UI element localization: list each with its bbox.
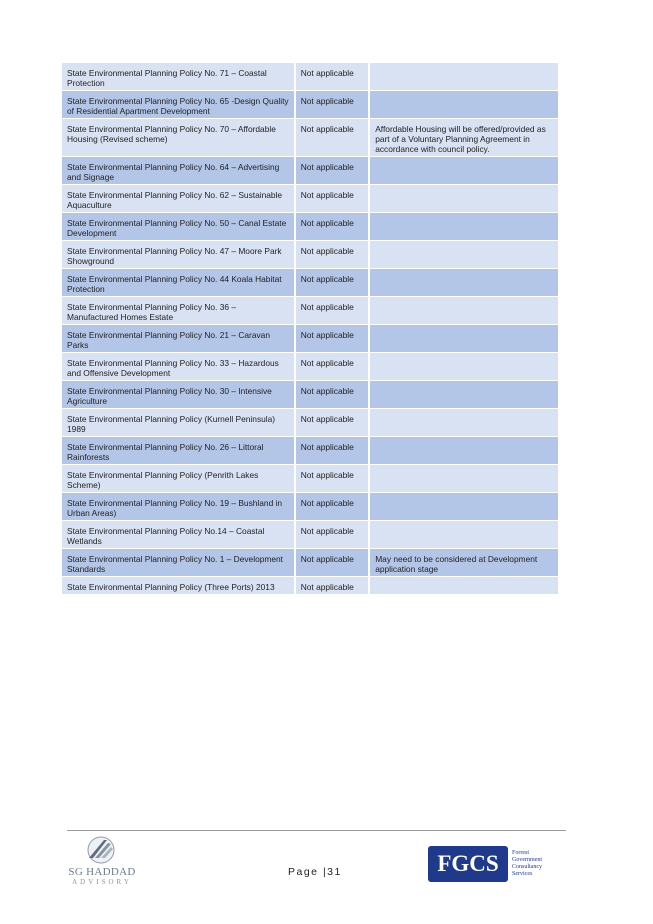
- status-cell: Not applicable: [296, 577, 371, 595]
- page-number: Page |31: [288, 866, 342, 878]
- status-cell: Not applicable: [296, 157, 371, 185]
- table-row: [62, 241, 558, 269]
- footer-divider: [67, 830, 566, 831]
- policy-cell: State Environmental Planning Policy (Kurnell Peninsula) 1989: [62, 409, 296, 437]
- table-row: [62, 493, 558, 521]
- table-row: [62, 157, 558, 185]
- comment-cell: [370, 353, 558, 381]
- fgcs-line: Government: [512, 857, 542, 863]
- comment-cell: [370, 241, 558, 269]
- policy-cell: State Environmental Planning Policy No. 64 – Advertising and Signage: [62, 157, 296, 185]
- policy-cell: State Environmental Planning Policy No. 62 – Sustainable Aquaculture: [62, 185, 296, 213]
- status-cell: Not applicable: [296, 549, 371, 577]
- sg-haddad-name: SG HADDAD: [68, 866, 136, 878]
- policy-cell: State Environmental Planning Policy No. 19 – Bushland in Urban Areas): [62, 493, 296, 521]
- comment-cell: [370, 493, 558, 521]
- policy-cell: State Environmental Planning Policy No. 70 – Affordable Housing (Revised scheme): [62, 119, 296, 157]
- policy-cell: State Environmental Planning Policy No. 44 Koala Habitat Protection: [62, 269, 296, 297]
- policy-cell: State Environmental Planning Policy No. 71 – Coastal Protection: [62, 63, 296, 91]
- status-cell: Not applicable: [296, 493, 371, 521]
- table-row: [62, 409, 558, 437]
- status-cell: Not applicable: [296, 241, 371, 269]
- table-row: [62, 91, 558, 119]
- sg-haddad-emblem-icon: [84, 836, 118, 864]
- status-cell: Not applicable: [296, 297, 371, 325]
- comment-cell: [370, 437, 558, 465]
- table-row: [62, 63, 558, 91]
- policy-cell: State Environmental Planning Policy No. 21 – Caravan Parks: [62, 325, 296, 353]
- table-row: [62, 577, 558, 595]
- comment-cell: [370, 577, 558, 595]
- fgcs-logo: [428, 846, 566, 884]
- comment-cell: [370, 521, 558, 549]
- sg-haddad-logo: [62, 836, 142, 888]
- sg-haddad-subtitle: ADVISORY: [72, 878, 132, 886]
- status-cell: Not applicable: [296, 409, 371, 437]
- comment-cell: [370, 409, 558, 437]
- comment-cell: [370, 297, 558, 325]
- status-cell: Not applicable: [296, 185, 371, 213]
- status-cell: Not applicable: [296, 213, 371, 241]
- policy-cell: State Environmental Planning Policy No. 26 – Littoral Rainforests: [62, 437, 296, 465]
- comment-cell: [370, 157, 558, 185]
- comment-cell: [370, 465, 558, 493]
- policy-cell: State Environmental Planning Policy No. 50 – Canal Estate Development: [62, 213, 296, 241]
- policy-cell: State Environmental Planning Policy No. 36 – Manufactured Homes Estate: [62, 297, 296, 325]
- table-row: [62, 549, 558, 577]
- comment-cell: [370, 269, 558, 297]
- fgcs-line: Services: [512, 871, 533, 877]
- status-cell: Not applicable: [296, 63, 371, 91]
- fgcs-text: [512, 850, 566, 878]
- fgcs-badge: [428, 846, 508, 882]
- planning-policy-table: [62, 63, 558, 595]
- status-cell: Not applicable: [296, 521, 371, 549]
- table-row: [62, 213, 558, 241]
- table-row: [62, 437, 558, 465]
- fgcs-line: Forrest: [512, 850, 529, 856]
- table-row: [62, 521, 558, 549]
- policy-cell: State Environmental Planning Policy No. 47 – Moore Park Showground: [62, 241, 296, 269]
- policy-cell: State Environmental Planning Policy No. 33 – Hazardous and Offensive Development: [62, 353, 296, 381]
- comment-cell: May need to be considered at Development application stage: [370, 549, 558, 577]
- status-cell: Not applicable: [296, 437, 371, 465]
- table-row: [62, 185, 558, 213]
- comment-cell: [370, 325, 558, 353]
- table-row: [62, 353, 558, 381]
- policy-cell: State Environmental Planning Policy No. 1 – Development Standards: [62, 549, 296, 577]
- policy-cell: State Environmental Planning Policy No. 65 -Design Quality of Residential Apartment Development: [62, 91, 296, 119]
- status-cell: Not applicable: [296, 119, 371, 157]
- comment-cell: [370, 63, 558, 91]
- fgcs-line: Consultancy: [512, 864, 542, 870]
- table-row: [62, 325, 558, 353]
- policy-cell: State Environmental Planning Policy No. 30 – Intensive Agriculture: [62, 381, 296, 409]
- status-cell: Not applicable: [296, 353, 371, 381]
- policy-cell: State Environmental Planning Policy (Penrith Lakes Scheme): [62, 465, 296, 493]
- policy-cell: State Environmental Planning Policy No.14 – Coastal Wetlands: [62, 521, 296, 549]
- status-cell: Not applicable: [296, 381, 371, 409]
- comment-cell: [370, 91, 558, 119]
- policy-cell: State Environmental Planning Policy (Three Ports) 2013: [62, 577, 296, 595]
- table-row: [62, 269, 558, 297]
- status-cell: Not applicable: [296, 325, 371, 353]
- status-cell: Not applicable: [296, 91, 371, 119]
- comment-cell: [370, 185, 558, 213]
- table-row: [62, 119, 558, 157]
- comment-cell: [370, 381, 558, 409]
- fgcs-mark: FGCS: [437, 851, 499, 876]
- comment-cell: [370, 213, 558, 241]
- table-row: [62, 465, 558, 493]
- table-row: [62, 381, 558, 409]
- table-row: [62, 297, 558, 325]
- status-cell: Not applicable: [296, 465, 371, 493]
- comment-cell: Affordable Housing will be offered/provided as part of a Voluntary Planning Agreement in accordance with council policy.: [370, 119, 558, 157]
- status-cell: Not applicable: [296, 269, 371, 297]
